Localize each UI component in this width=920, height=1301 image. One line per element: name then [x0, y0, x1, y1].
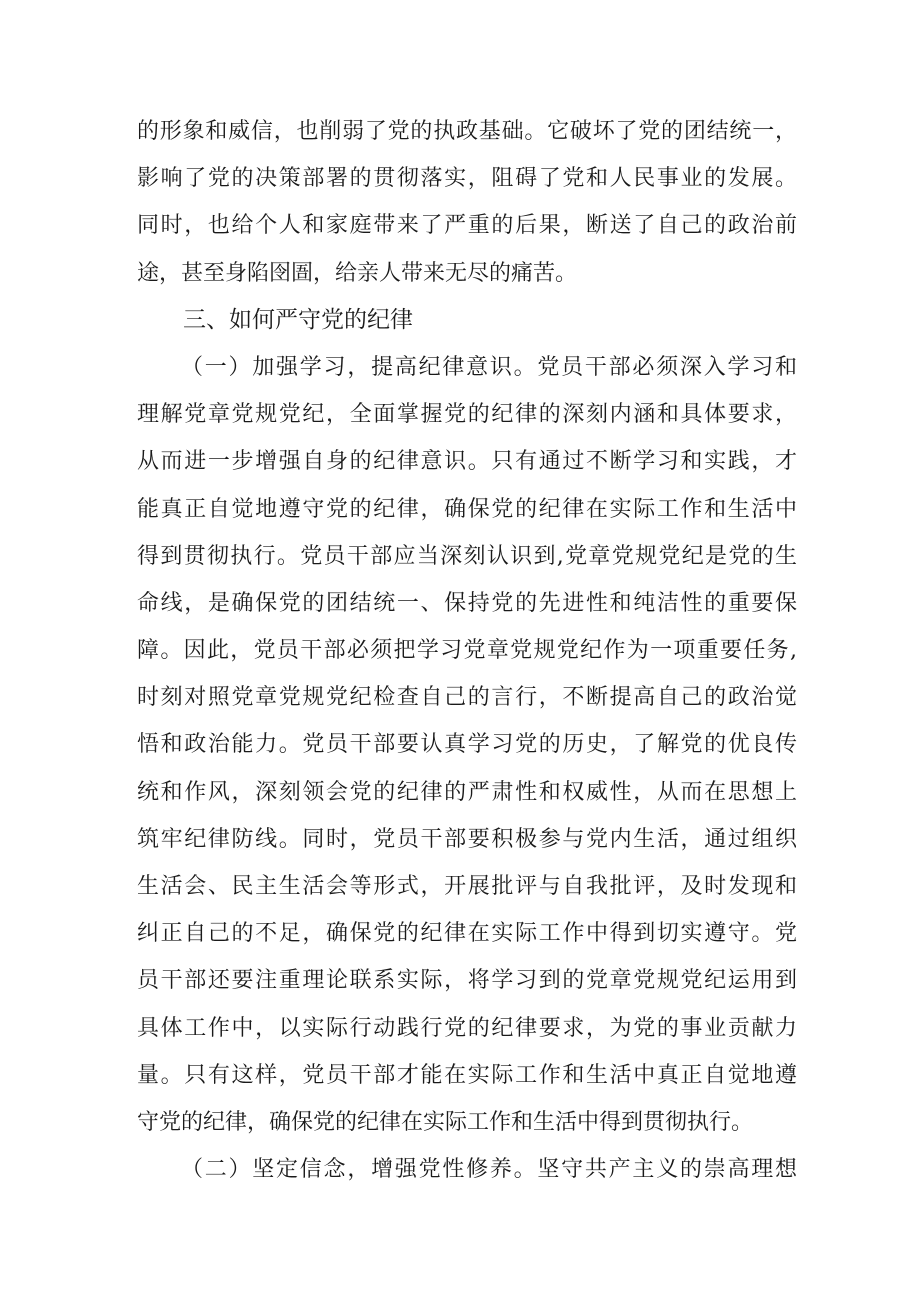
- text-line: 理解党章党规党纪，全面掌握党的纪律的深刻内涵和具体要求，: [137, 402, 797, 428]
- text-line: 的形象和威信，也削弱了党的执政基础。它破坏了党的团结统一，: [137, 119, 797, 144]
- text-line: 影响了党的决策部署的贯彻落实，阻碍了党和人民事业的发展。: [137, 166, 797, 192]
- text-line: 员干部还要注重理论联系实际，将学习到的党章党规党纪运用到: [137, 968, 797, 994]
- text-line: 途，甚至身陷囹圄，给亲人带来无尽的痛苦。: [137, 260, 578, 286]
- text-line: 从而进一步增强自身的纪律意识。只有通过不断学习和实践，才: [137, 449, 797, 475]
- text-line: （一）加强学习，提高纪律意识。党员干部必须深入学习和: [181, 354, 797, 380]
- text-line: 量。只有这样，党员干部才能在实际工作和生活中真正自觉地遵: [137, 1062, 797, 1088]
- paragraph-one: [137, 344, 797, 1146]
- text-line: 统和作风，深刻领会党的纪律的严肃性和权威性，从而在思想上: [137, 779, 797, 805]
- text-line: （二）坚定信念，增强党性修养。坚守共产主义的崇高理想: [181, 1157, 797, 1183]
- text-line: 时刻对照党章党规党纪检查自己的言行，不断提高自己的政治觉: [137, 685, 797, 711]
- text-line: 得到贯彻执行。党员干部应当深刻认识到,党章党规党纪是党的生: [137, 543, 797, 569]
- document-body: [137, 108, 797, 1193]
- text-line: 生活会、民主生活会等形式，开展批评与自我批评，及时发现和: [137, 874, 797, 899]
- text-line: 纠正自己的不足，确保党的纪律在实际工作中得到切实遵守。党: [137, 921, 797, 947]
- text-line: 命线，是确保党的团结统一、保持党的先进性和纯洁性的重要保: [137, 590, 797, 616]
- text-line: 同时，也给个人和家庭带来了严重的后果，断送了自己的政治前: [137, 213, 797, 239]
- text-line: 筑牢纪律防线。同时，党员干部要积极参与党内生活，通过组织: [137, 826, 797, 852]
- text-line: 障。因此，党员干部必须把学习党章党规党纪作为一项重要任务,: [137, 638, 797, 664]
- section-heading: 三、如何严守党的纪律: [183, 306, 413, 333]
- text-line: 守党的纪律，确保党的纪律在实际工作和生活中得到贯彻执行。: [137, 1109, 754, 1135]
- text-line: 能真正自觉地遵守党的纪律，确保党的纪律在实际工作和生活中: [137, 496, 797, 522]
- text-line: 悟和政治能力。党员干部要认真学习党的历史，了解党的优良传: [137, 732, 797, 758]
- text-line: 具体工作中，以实际行动践行党的纪律要求，为党的事业贡献力: [137, 1015, 797, 1041]
- paragraph-two: [137, 1146, 797, 1193]
- intro-paragraph: [137, 108, 797, 297]
